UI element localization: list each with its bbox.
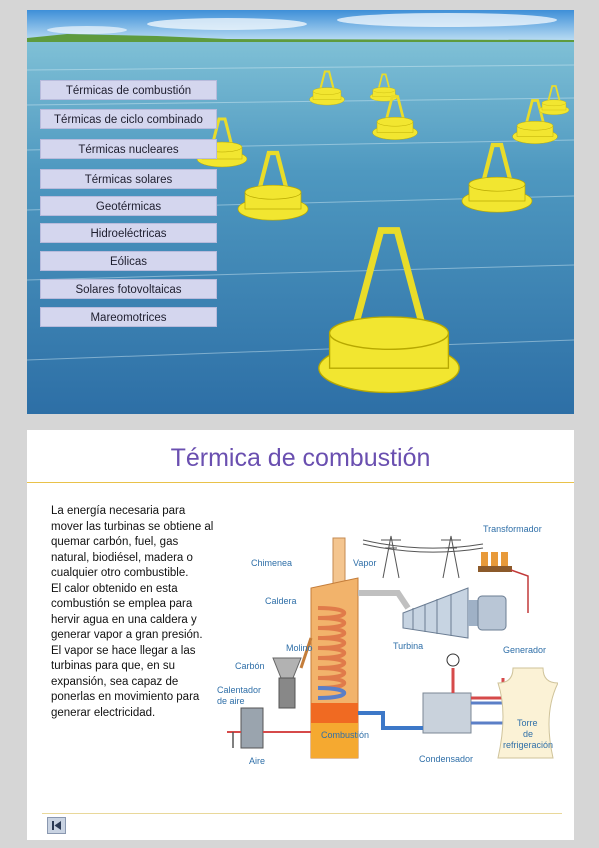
label-generador: Generador (503, 645, 547, 655)
menu-item-termicas-solares[interactable]: Térmicas solares (40, 169, 217, 189)
menu-item-termicas-nucleares[interactable]: Térmicas nucleares (40, 139, 217, 159)
footer-divider (42, 813, 562, 814)
menu-item-ciclo-combinado[interactable]: Térmicas de ciclo combinado (40, 109, 217, 129)
label-torre: Torre (517, 718, 538, 728)
menu-slide (27, 10, 574, 414)
power-plant-diagram (213, 518, 558, 768)
menu-item-solares-fotovoltaicas[interactable]: Solares fotovoltaicas (40, 279, 217, 299)
turbine-icon (403, 588, 478, 638)
skip-to-first-icon (48, 818, 65, 833)
power-lines-icon (363, 536, 483, 578)
label-combustion: Combustión (321, 730, 370, 740)
label-carbon: Carbón (235, 661, 265, 671)
content-slide (27, 430, 574, 840)
label-turbina: Turbina (393, 641, 424, 651)
generator-icon (478, 596, 506, 630)
paragraph-1: La energía necesaria para mover las turbinas se obtiene al quemar carbón, fuel, gas natural, biodiésel, madera o cualquier otro combustible. (51, 505, 214, 579)
label-molino: Molino (286, 643, 313, 653)
label-refrigeracion: refrigeración (503, 740, 554, 750)
label-vapor: Vapor (353, 558, 377, 568)
slide-title: Térmica de combustión (170, 444, 431, 472)
label-de-aire: de aire (217, 696, 245, 706)
label-caldera: Caldera (265, 596, 297, 606)
gauge-icon (447, 654, 459, 666)
menu-item-mareomotrices[interactable]: Mareomotrices (40, 307, 217, 327)
menu-item-termicas-combustion[interactable]: Térmicas de combustión (40, 80, 217, 100)
paragraph-2: El calor obtenido en esta combustión se emplea para hervir agua en una caldera y generar vapor a gran presión. El vapor se hace llegar a las turbinas para que, en su expansión, sea capaz de ponerlas en movimiento para generar electricidad. (51, 582, 203, 719)
label-calentador: Calentador (217, 685, 262, 695)
body-text (51, 504, 215, 721)
menu-item-hidroelectricas[interactable]: Hidroeléctricas (40, 223, 217, 243)
label-aire: Aire (249, 756, 266, 766)
label-condensador: Condensador (419, 754, 474, 764)
menu-item-eolicas[interactable]: Eólicas (40, 251, 217, 271)
label-chimenea: Chimenea (251, 558, 293, 568)
menu-item-geotermicas[interactable]: Geotérmicas (40, 196, 217, 216)
title-divider (27, 482, 574, 483)
label-torre-de: de (523, 729, 534, 739)
label-transformador: Transformador (483, 524, 542, 534)
go-to-first-button[interactable] (47, 817, 66, 834)
air-heater-icon (241, 708, 263, 748)
condenser-icon (358, 668, 513, 733)
